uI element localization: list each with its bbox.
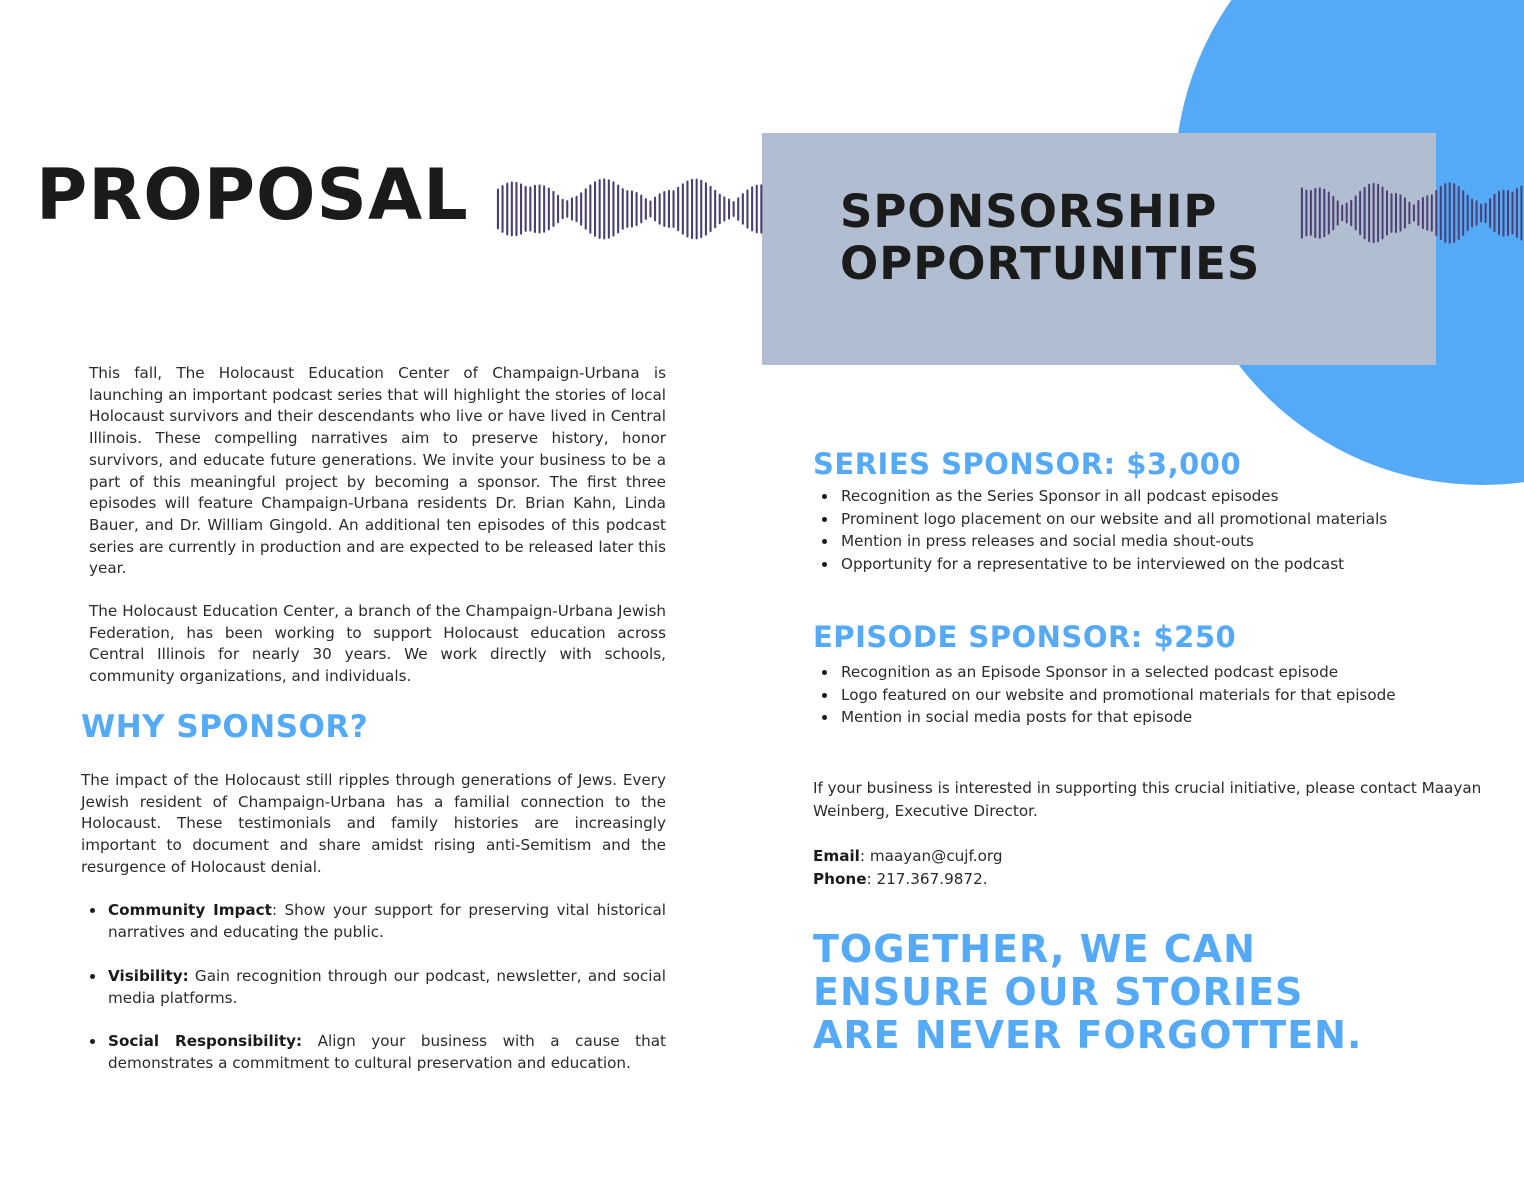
benefit-item-visibility	[81, 965, 666, 1009]
contact-text: If your business is interested in supporting this crucial initiative, please contact Maayan Weinberg, Executive Director.	[813, 779, 1482, 820]
list-item: Recognition as the Series Sponsor in all podcast episodes	[813, 485, 1493, 508]
phone-label: Phone	[813, 870, 867, 888]
soundwave-icon	[1300, 178, 1524, 248]
closing-line2: ENSURE OUR STORIES	[813, 970, 1304, 1014]
email-value: : maayan@cujf.org	[859, 847, 1003, 865]
closing-line3: ARE NEVER FORGOTTEN.	[813, 1013, 1363, 1057]
why-sponsor-heading: WHY SPONSOR?	[81, 709, 369, 745]
benefit-title: Social Responsibility:	[108, 1032, 303, 1050]
series-sponsor-list	[813, 485, 1493, 575]
intro-paragraph-2: The Holocaust Education Center, a branch of the Champaign-Urbana Jewish Federation, has been working to support Holocaust education across Central Illinois for nearly 30 years. We work directly with schools, community organizations, and individuals.	[89, 602, 666, 686]
email-label: Email	[813, 847, 860, 865]
episode-sponsor-list	[813, 661, 1493, 729]
list-item: Logo featured on our website and promotional materials for that episode	[813, 684, 1493, 707]
benefit-title: Community Impact	[108, 901, 272, 919]
benefit-text: Show your support for preserving vital historical narratives and educating the public.	[108, 901, 666, 941]
list-item: Opportunity for a representative to be interviewed on the podcast	[813, 553, 1493, 576]
list-item: Prominent logo placement on our website and all promotional materials	[813, 508, 1493, 531]
intro-paragraph-1: This fall, The Holocaust Education Center of Champaign-Urbana is launching an important podcast series that will highlight the stories of local Holocaust survivors and their descendants who live or have lived in Central Illinois. These compelling narratives aim to preserve history, honor survivors, and educate future generations. We invite your business to be a part of this meaningful project by becoming a sponsor. The first three episodes will feature Champaign-Urbana residents Dr. Brian Kahn, Linda Bauer, and Dr. William Gingold. An additional ten episodes of this podcast series are currently in production and are expected to be released later this year.	[89, 364, 666, 578]
contact-details	[813, 845, 1003, 891]
closing-statement	[813, 928, 1362, 1057]
sponsorship-title-line2: OPPORTUNITIES	[840, 237, 1261, 290]
proposal-title: PROPOSAL	[36, 154, 469, 236]
benefit-item-social-responsibility	[81, 1030, 666, 1074]
list-item: Mention in press releases and social media shout-outs	[813, 530, 1493, 553]
list-item: Mention in social media posts for that episode	[813, 706, 1493, 729]
benefit-text: Gain recognition through our podcast, newsletter, and social media platforms.	[108, 966, 666, 1007]
series-sponsor-heading: SERIES SPONSOR: $3,000	[813, 447, 1242, 481]
closing-line1: TOGETHER, WE CAN	[813, 927, 1256, 971]
benefit-text: Align your business with a cause that demonstrates a commitment to cultural preservation and education.	[108, 1032, 666, 1072]
benefit-item-community-impact	[81, 899, 666, 943]
episode-sponsor-heading: EPISODE SPONSOR: $250	[813, 620, 1237, 654]
phone-value: : 217.367.9872.	[866, 870, 988, 888]
benefit-sep: :	[271, 901, 278, 919]
list-item: Recognition as an Episode Sponsor in a selected podcast episode	[813, 661, 1493, 684]
sponsorship-title	[840, 186, 1260, 290]
benefits-list	[81, 899, 666, 1096]
why-sponsor-text: The impact of the Holocaust still ripples through generations of Jews. Every Jewish resident of Champaign-Urbana has a familial connection to the Holocaust. These testimonials and family histories are increasingly important to document and share amidst rising anti-Semitism and the resurgence of Holocaust denial.	[81, 771, 666, 876]
benefit-title: Visibility:	[108, 966, 189, 985]
sponsorship-title-line1: SPONSORSHIP	[840, 185, 1218, 238]
soundwave-icon	[496, 174, 764, 244]
